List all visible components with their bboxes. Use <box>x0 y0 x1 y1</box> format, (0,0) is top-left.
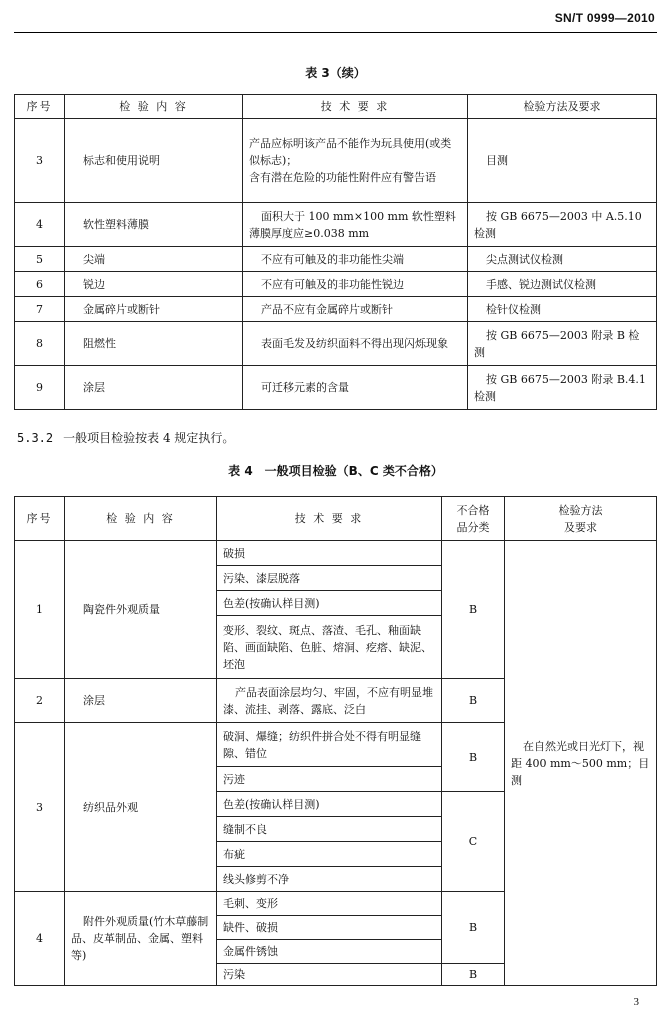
row-req-line: 产品应标明该产品不能作为玩具使用(或类似标志)； <box>249 137 452 167</box>
class-cell: B <box>442 723 505 792</box>
req-cell: 破损 <box>217 541 442 566</box>
table-row <box>15 119 657 203</box>
req-cell: 污染 <box>217 964 442 986</box>
table3-header-row <box>15 95 657 119</box>
class-cell: C <box>442 792 505 892</box>
col-header-method-line: 检验方法 <box>558 503 603 517</box>
header-rule <box>14 32 657 33</box>
row-no: 9 <box>15 366 65 410</box>
col-header-method <box>505 497 657 541</box>
col-header-method: 检验方法及要求 <box>468 95 657 119</box>
req-cell: 破洞、爆缝；纺织件拼合处不得有明显缝隙、错位 <box>217 723 442 767</box>
row-item: 标志和使用说明 <box>65 119 243 203</box>
standard-code: SN/T 0999—2010 <box>554 11 655 25</box>
col-header-item: 检 验 内 容 <box>65 497 217 541</box>
col-header-class-line: 品分类 <box>456 520 490 534</box>
group-no: 4 <box>15 892 65 986</box>
row-req: 产品不应有金属碎片或断针 <box>243 297 468 322</box>
row-no: 3 <box>15 119 65 203</box>
req-cell: 产品表面涂层均匀、牢固，不应有明显堆漆、流挂、剥落、露底、泛白 <box>217 679 442 723</box>
req-cell: 布疵 <box>217 842 442 867</box>
table3-caption: 表 3（续） <box>305 66 366 80</box>
req-cell: 金属件锈蚀 <box>217 940 442 964</box>
row-item: 尖端 <box>65 247 243 272</box>
table-4 <box>14 496 657 986</box>
row-req: 不应有可触及的非功能性尖端 <box>243 247 468 272</box>
row-item: 软性塑料薄膜 <box>65 203 243 247</box>
table-row <box>15 297 657 322</box>
table-row <box>15 541 657 566</box>
col-header-item: 检 验 内 容 <box>65 95 243 119</box>
class-cell: B <box>442 541 505 679</box>
table-3 <box>14 94 657 410</box>
group-item: 涂层 <box>65 679 217 723</box>
clause-text: 一般项目检验按表 4 规定执行。 <box>63 431 235 445</box>
row-req: 可迁移元素的含量 <box>243 366 468 410</box>
req-cell: 毛刺、变形 <box>217 892 442 916</box>
row-no: 5 <box>15 247 65 272</box>
group-no: 2 <box>15 679 65 723</box>
group-item: 纺织品外观 <box>65 723 217 892</box>
req-cell: 污迹 <box>217 767 442 792</box>
req-cell: 污染、漆层脱落 <box>217 566 442 591</box>
row-item: 涂层 <box>65 366 243 410</box>
row-item: 锐边 <box>65 272 243 297</box>
req-cell: 色差(按确认样目测) <box>217 591 442 616</box>
group-item: 附件外观质量(竹木草藤制品、皮革制品、金属、塑料等) <box>65 892 217 986</box>
table-row <box>15 203 657 247</box>
table-row <box>15 247 657 272</box>
row-no: 6 <box>15 272 65 297</box>
table-row <box>15 322 657 366</box>
row-no: 8 <box>15 322 65 366</box>
group-item: 陶瓷件外观质量 <box>65 541 217 679</box>
table-row <box>15 366 657 410</box>
page-number: 3 <box>633 996 639 1008</box>
req-cell: 线头修剪不净 <box>217 867 442 892</box>
row-req-line: 含有潜在危险的功能性附件应有警告语 <box>249 171 436 184</box>
row-req: 不应有可触及的非功能性锐边 <box>243 272 468 297</box>
row-no: 7 <box>15 297 65 322</box>
clause-5-3-2 <box>17 429 234 446</box>
row-no: 4 <box>15 203 65 247</box>
row-req: 表面毛发及纺织面料不得出现闪烁现象 <box>243 322 468 366</box>
col-header-method-line: 及要求 <box>564 520 597 534</box>
table4-header-row <box>15 497 657 541</box>
col-header-class-line: 不合格 <box>456 503 490 517</box>
row-item: 阻燃性 <box>65 322 243 366</box>
row-method: 检针仪检测 <box>468 297 657 322</box>
method-cell: 在自然光或日光灯下，视距 400 mm～500 mm；目测 <box>505 541 657 986</box>
clause-number: 5.3.2 <box>17 431 54 445</box>
row-method: 尖点测试仪检测 <box>468 247 657 272</box>
row-method: 手感、锐边测试仪检测 <box>468 272 657 297</box>
row-method: 按 GB 6675—2003 附录 B.4.1 检测 <box>468 366 657 410</box>
class-cell: B <box>442 892 505 964</box>
class-cell: B <box>442 964 505 986</box>
col-header-req: 技 术 要 求 <box>243 95 468 119</box>
table-row <box>15 272 657 297</box>
group-no: 1 <box>15 541 65 679</box>
row-method: 目测 <box>468 119 657 203</box>
row-method: 按 GB 6675—2003 中 A.5.10 检测 <box>468 203 657 247</box>
row-req <box>243 119 468 203</box>
col-header-req: 技 术 要 求 <box>217 497 442 541</box>
table4-caption: 表 4 一般项目检验（B、C 类不合格） <box>228 464 443 478</box>
row-req: 面积大于 100 mm×100 mm 软性塑料薄膜厚度应≥0.038 mm <box>243 203 468 247</box>
req-cell: 变形、裂纹、斑点、落渣、毛孔、釉面缺陷、画面缺陷、色脏、熔洞、疙瘩、缺泥、坯泡 <box>217 616 442 679</box>
req-cell: 色差(按确认样目测) <box>217 792 442 817</box>
col-header-class <box>442 497 505 541</box>
group-no: 3 <box>15 723 65 892</box>
col-header-no: 序号 <box>15 497 65 541</box>
row-item: 金属碎片或断针 <box>65 297 243 322</box>
req-cell: 缺件、破损 <box>217 916 442 940</box>
row-method: 按 GB 6675—2003 附录 B 检测 <box>468 322 657 366</box>
class-cell: B <box>442 679 505 723</box>
col-header-no: 序号 <box>15 95 65 119</box>
req-cell: 缝制不良 <box>217 817 442 842</box>
